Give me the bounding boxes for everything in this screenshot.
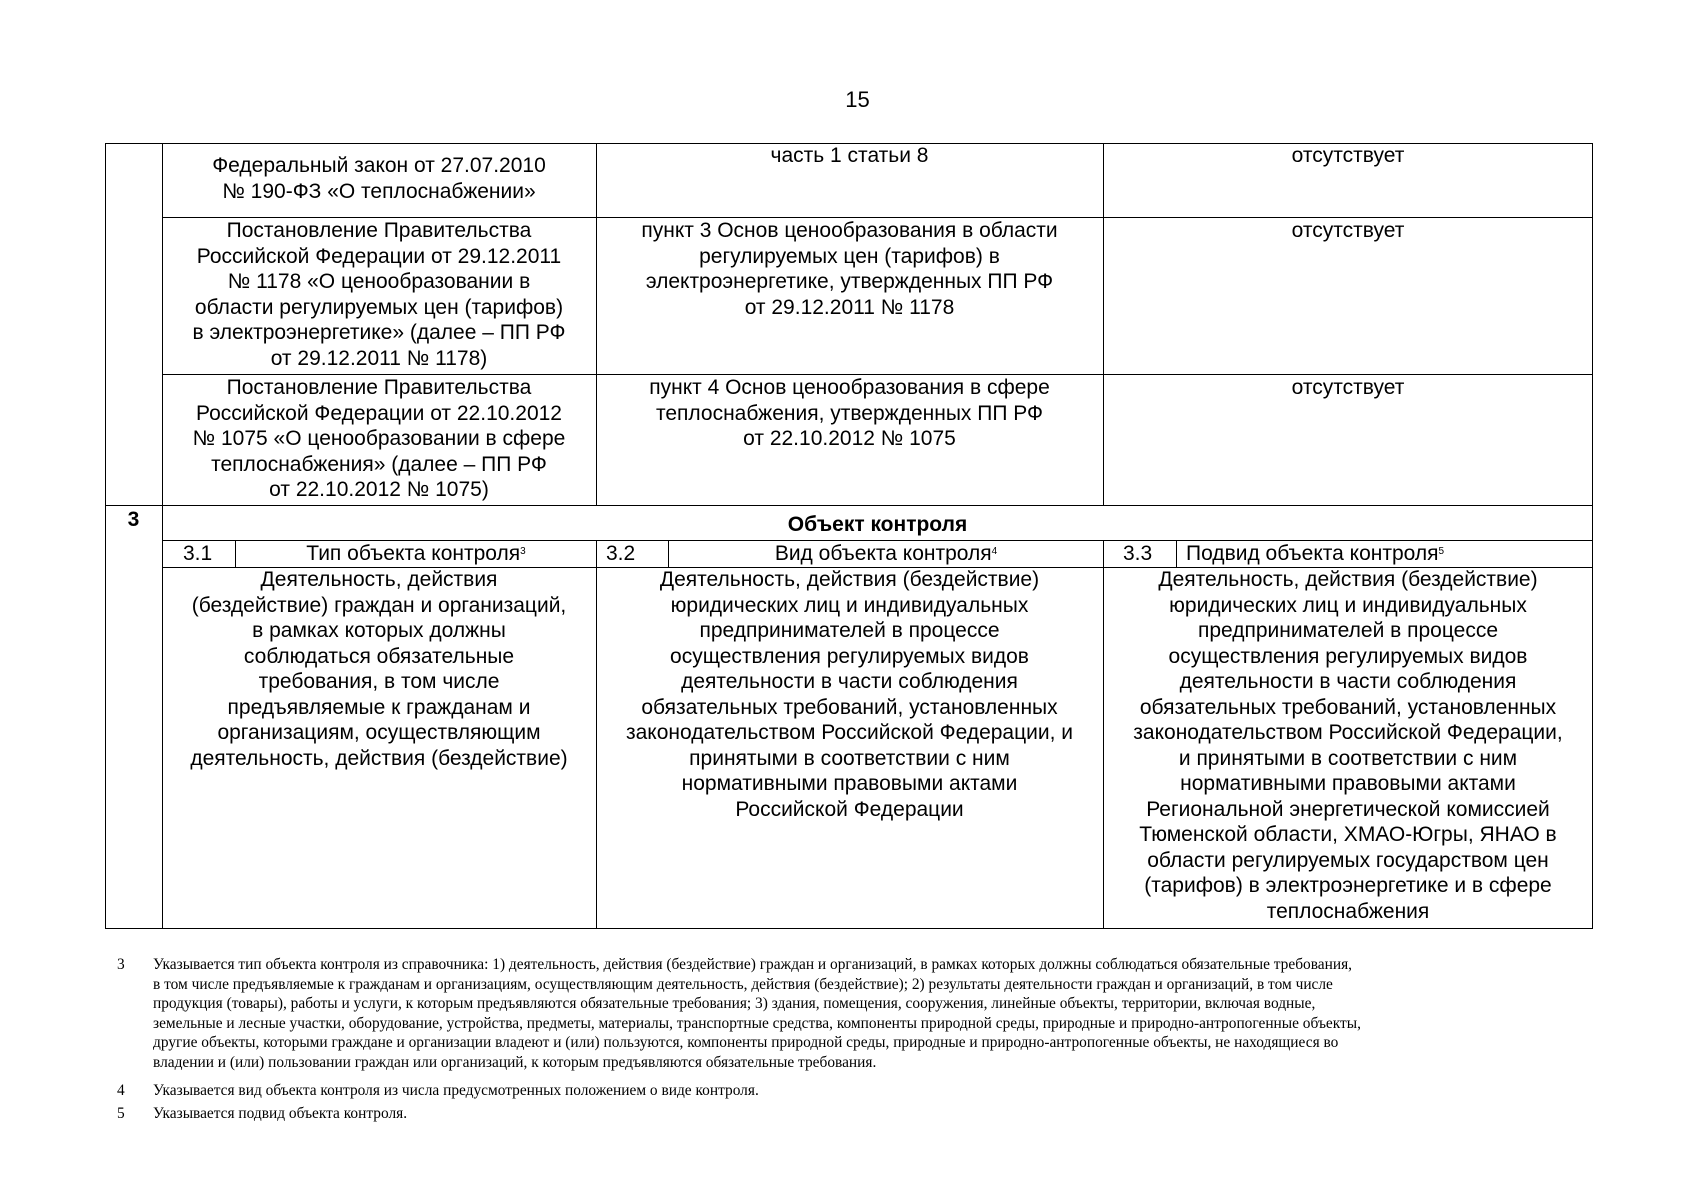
value-line: деятельности в части соблюдения bbox=[1179, 670, 1517, 693]
value-line: Российской Федерации bbox=[735, 797, 964, 821]
act-line: Российской Федерации от 22.10.2012 bbox=[196, 401, 562, 425]
object-kind-value bbox=[596, 567, 1103, 822]
footnote-text bbox=[153, 1104, 407, 1124]
footnote-ref: 4 bbox=[991, 546, 998, 557]
footnote-line: владении и (или) пользовании граждан или организаций, к которым предъявляются обязательные требования. bbox=[153, 1053, 877, 1071]
value-line: требования, в том числе bbox=[258, 670, 500, 693]
status-text: отсутствует bbox=[1291, 376, 1405, 399]
value-line: Деятельность, действия (бездействие) bbox=[659, 568, 1040, 591]
act-line: № 1075 «О ценообразовании в сфере bbox=[192, 427, 566, 450]
act-line: в электроэнергетике» (далее – ПП РФ bbox=[192, 321, 566, 344]
value-line: теплоснабжения bbox=[1266, 899, 1430, 923]
subheader-3-3-label bbox=[1186, 542, 1444, 566]
act-line: от 29.12.2011 № 1178) bbox=[270, 346, 488, 370]
value-line: предпринимателей в процессе bbox=[699, 619, 1000, 642]
footnote-ref: 3 bbox=[520, 546, 526, 557]
value-line: Тюменской области, ХМАО-Югры, ЯНАО в bbox=[1139, 823, 1557, 846]
value-line: законодательством Российской Федерации, bbox=[1133, 721, 1563, 744]
subheader-num-divider bbox=[1176, 540, 1177, 568]
footnote-number: 3 bbox=[117, 956, 125, 973]
provision-line: часть 1 статьи 8 bbox=[770, 144, 929, 167]
section-number-text: 3 bbox=[127, 508, 140, 531]
object-type-value bbox=[162, 567, 596, 771]
value-line: законодательством Российской Федерации, и bbox=[626, 721, 1073, 744]
footnote-line: Указывается вид объекта контроля из числа предусмотренных положением о виде контроля. bbox=[153, 1082, 759, 1099]
footnote-number: 4 bbox=[117, 1082, 125, 1099]
table-row-1-status bbox=[1103, 143, 1593, 169]
act-line: Постановление Правительства bbox=[226, 376, 532, 399]
value-line: осуществления регулируемых видов bbox=[1168, 644, 1528, 668]
subheader-3-2-label bbox=[669, 542, 1103, 566]
footnote-line: земельные и лесные участки, оборудование, устройства, предметы, материалы, транспортные средства, компоненты природной среды, природные и природно-антропогенные объекты, bbox=[153, 1014, 1361, 1032]
value-line: предъявляемые к гражданам и bbox=[227, 695, 531, 719]
table-border-bottom bbox=[105, 928, 1593, 929]
subheader-label-text: Тип объекта контроля bbox=[306, 542, 521, 565]
column-divider bbox=[596, 143, 597, 506]
table-row-2-act bbox=[162, 218, 596, 371]
table-row-1-provision bbox=[596, 143, 1103, 169]
section-divider bbox=[105, 505, 1593, 506]
value-line: нормативными правовыми актами bbox=[681, 772, 1018, 795]
value-line: области регулируемых государством цен bbox=[1147, 848, 1549, 872]
act-line: области регулируемых цен (тарифов) bbox=[194, 295, 564, 319]
table-row-2-provision bbox=[596, 218, 1103, 320]
footnote-line: Указывается тип объекта контроля из справочника: 1) деятельность, действия (бездействие) граждан и организаций, в рамках которых должны соблюдаться обязательные требования, bbox=[153, 956, 1353, 973]
provision-line: регулируемых цен (тарифов) в bbox=[699, 244, 1000, 268]
table-row-3-provision bbox=[596, 375, 1103, 452]
status-text: отсутствует bbox=[1291, 219, 1405, 242]
value-line: принятыми в соответствии с ним bbox=[689, 746, 1010, 770]
object-subkind-value bbox=[1103, 567, 1593, 924]
value-line: юридических лиц и индивидуальных bbox=[1169, 593, 1527, 617]
footnote-number: 5 bbox=[117, 1105, 125, 1122]
value-line: деятельности в части соблюдения bbox=[681, 670, 1018, 693]
column-divider bbox=[1103, 143, 1104, 506]
title-divider bbox=[162, 540, 1593, 541]
footnote-text bbox=[153, 1081, 759, 1101]
table-row-3-act bbox=[162, 375, 596, 503]
act-line: теплоснабжения» (далее – ПП РФ bbox=[211, 452, 547, 476]
value-line: нормативными правовыми актами bbox=[1180, 772, 1516, 795]
footnote-ref: 5 bbox=[1438, 546, 1445, 557]
status-text: отсутствует bbox=[1291, 144, 1405, 167]
act-line: от 22.10.2012 № 1075) bbox=[269, 478, 489, 501]
table-row-1-act bbox=[162, 153, 596, 204]
value-line: предпринимателей в процессе bbox=[1197, 619, 1499, 642]
footnote-line: в том числе предъявляемые к гражданам и организациям, осуществляющим деятельность, действия (бездействие); 2) результаты деятельности граждан и организаций, в том числе bbox=[153, 975, 1333, 993]
table-border-left bbox=[105, 143, 106, 929]
subheader-3-1-number: 3.1 bbox=[183, 542, 213, 565]
value-line: в рамках которых должны bbox=[252, 619, 506, 642]
footnote-line: Указывается подвид объекта контроля. bbox=[153, 1105, 408, 1122]
subheader-label-text: Подвид объекта контроля bbox=[1186, 542, 1439, 565]
act-line: Федеральный закон от 27.07.2010 bbox=[212, 154, 546, 177]
regulation-table bbox=[105, 143, 1593, 929]
act-line: Российской Федерации от 29.12.2011 bbox=[196, 244, 562, 268]
value-line: и принятыми в соответствии с ним bbox=[1178, 746, 1518, 770]
subheader-3-2-number: 3.2 bbox=[606, 542, 636, 565]
provision-line: теплоснабжения, утвержденных ПП РФ bbox=[655, 401, 1044, 425]
act-line: Постановление Правительства bbox=[226, 219, 532, 242]
provision-line: пункт 3 Основ ценообразования в области bbox=[641, 219, 1058, 242]
footnote-line: продукция (товары), работы и услуги, к которым предъявляются обязательные требования; 3) здания, помещения, сооружения, линейные объекты, территории, включая водные, bbox=[153, 995, 1316, 1012]
value-line: юридических лиц и индивидуальных bbox=[670, 593, 1029, 617]
provision-line: от 29.12.2011 № 1178 bbox=[744, 295, 955, 319]
table-row-3-status bbox=[1103, 375, 1593, 401]
provision-line: от 22.10.2012 № 1075 bbox=[743, 427, 956, 450]
value-line: Региональной энергетической комиссией bbox=[1146, 797, 1550, 821]
value-line: Деятельность, действия (бездействие) bbox=[1158, 568, 1538, 591]
value-line: обязательных требований, установленных bbox=[641, 695, 1058, 719]
section-title-text: Объект контроля bbox=[787, 513, 968, 536]
value-line: Деятельность, действия bbox=[260, 568, 498, 591]
value-line: соблюдаться обязательные bbox=[243, 644, 515, 668]
provision-line: электроэнергетике, утвержденных ПП РФ bbox=[645, 270, 1054, 293]
section-number bbox=[105, 507, 162, 533]
subheader-3-1-label bbox=[236, 542, 596, 566]
act-line: № 190-ФЗ «О теплоснабжении» bbox=[222, 179, 536, 203]
value-line: деятельность, действия (бездействие) bbox=[190, 746, 568, 770]
act-line: № 1178 «О ценообразовании в bbox=[227, 270, 531, 293]
value-line: обязательных требований, установленных bbox=[1139, 695, 1557, 719]
value-line: организациям, осуществляющим bbox=[217, 721, 541, 744]
value-line: (тарифов) в электроэнергетике и в сфере bbox=[1144, 874, 1552, 897]
table-row-2-status bbox=[1103, 218, 1593, 244]
value-line: осуществления регулируемых видов bbox=[670, 644, 1029, 668]
footnote-line: другие объекты, которыми граждане и организации владеют и (или) пользуются, компоненты природной среды, природные и природно-антропогенные объекты, не находящиеся во bbox=[153, 1034, 1339, 1051]
page-number: 15 bbox=[845, 87, 870, 112]
subheader-3-3-number: 3.3 bbox=[1123, 542, 1153, 565]
footnote-text bbox=[153, 955, 1361, 1072]
section-title bbox=[162, 512, 1593, 538]
subheader-label-text: Вид объекта контроля bbox=[774, 542, 992, 565]
value-line: (бездействие) граждан и организаций, bbox=[191, 593, 567, 617]
provision-line: пункт 4 Основ ценообразования в сфере bbox=[649, 376, 1050, 399]
